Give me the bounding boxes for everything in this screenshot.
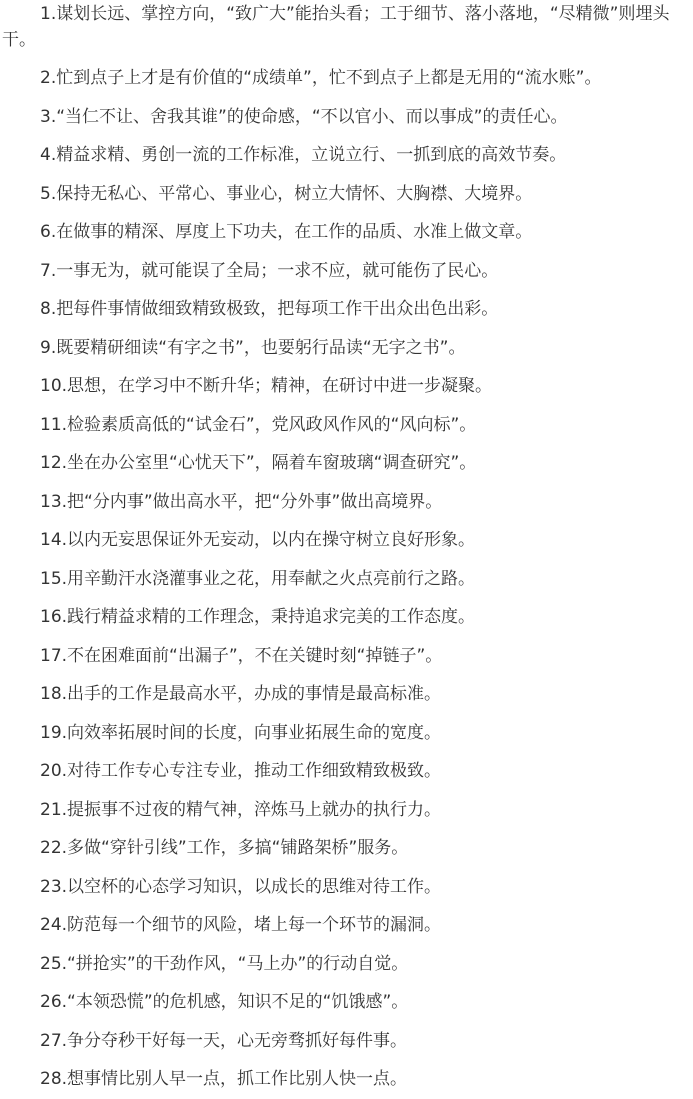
list-item: 1.谋划长远、掌控方向，“致广大”能抬头看；工于细节、落小落地，“尽精微”则埋头干。 — [2, 4, 670, 50]
list-item: 11.检验素质高低的“试金石”，党风政风作风的“风向标”。 — [40, 414, 477, 435]
list-item: 7.一事无为，就可能误了全局；一求不应，就可能伤了民心。 — [40, 260, 499, 281]
list-item: 25.“拼抢实”的干劲作风，“马上办”的行动自觉。 — [40, 953, 409, 974]
list-item: 4.精益求精、勇创一流的工作标准，立说立行、一抓到底的高效节奏。 — [40, 145, 567, 165]
list-item: 14.以内无妄思保证外无妄动，以内在操守树立良好形象。 — [40, 530, 476, 550]
list-item: 8.把每件事情做细致精致极致，把每项工作干出众出色出彩。 — [40, 299, 499, 319]
list-item: 6.在做事的精深、厚度上下功夫，在工作的品质、水准上做文章。 — [40, 222, 533, 242]
list-item: 16.践行精益求精的工作理念，秉持追求完美的工作态度。 — [40, 607, 476, 627]
list-item: 19.向效率拓展时间的长度，向事业拓展生命的宽度。 — [40, 722, 442, 743]
list-item: 10.思想，在学习中不断升华；精神，在研讨中进一步凝聚。 — [40, 376, 493, 396]
list-item: 12.坐在办公室里“心忧天下”，隔着车窗玻璃“调查研究”。 — [40, 453, 477, 473]
list-item: 27.争分夺秒干好每一天，心无旁骛抓好每件事。 — [40, 1030, 408, 1051]
list-item: 20.对待工作专心专注专业，推动工作细致精致极致。 — [40, 761, 442, 781]
list-item: 2.忙到点子上才是有价值的“成绩单”，忙不到点子上都是无用的“流水账”。 — [40, 68, 602, 88]
list-item: 17.不在困难面前“出漏子”，不在关键时刻“掉链子”。 — [40, 645, 443, 666]
list-item: 28.想事情比别人早一点，抓工作比别人快一点。 — [40, 1069, 408, 1089]
document-body — [0, 2, 693, 1093]
list-item: 13.把“分内事”做出高水平，把“分外事”做出高境界。 — [40, 491, 443, 512]
list-item: 5.保持无私心、平常心、事业心，树立大情怀、大胸襟、大境界。 — [40, 183, 533, 204]
list-item: 9.既要精研细读“有字之书”，也要躬行品读“无字之书”。 — [40, 337, 466, 358]
list-item: 15.用辛勤汗水浇灌事业之花，用奉献之火点亮前行之路。 — [40, 568, 476, 589]
list-item: 3.“当仁不让、舍我其谁”的使命感，“不以官小、而以事成”的责任心。 — [40, 106, 568, 127]
list-item: 23.以空杯的心态学习知识，以成长的思维对待工作。 — [40, 876, 442, 897]
list-item: 21.提振事不过夜的精气神，淬炼马上就办的执行力。 — [40, 799, 442, 820]
list-item: 26.“本领恐慌”的危机感，知识不足的“饥饿感”。 — [40, 992, 409, 1012]
list-item: 24.防范每一个细节的风险，堵上每一个环节的漏洞。 — [40, 915, 442, 935]
list-item: 18.出手的工作是最高水平，办成的事情是最高标准。 — [40, 684, 442, 704]
list-item: 22.多做“穿针引线”工作，多搞“铺路架桥”服务。 — [40, 838, 409, 858]
